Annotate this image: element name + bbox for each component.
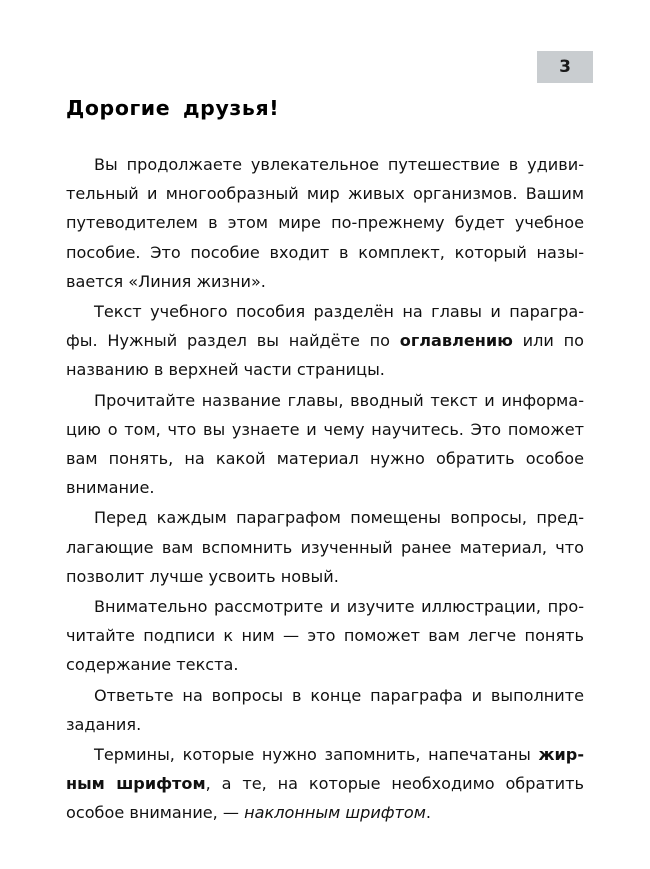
page-number-badge bbox=[537, 51, 593, 83]
paragraph-7-text-end: . bbox=[425, 803, 432, 823]
paragraph-5-text: Внимательно рассмотрите и изучите иллюстрации, прочитайте подписи к ним — это поможет вам легче понять содержание текста. bbox=[66, 597, 584, 675]
paragraph-6 bbox=[66, 681, 584, 739]
paragraph-4-text: Перед каждым параграфом помещены вопросы, предлагающие вам вспомнить изученный ранее материал, что позволит лучше усвоить новый. bbox=[66, 508, 584, 586]
page-content bbox=[66, 96, 584, 828]
paragraph-7-text-before: Термины, которые нужно запомнить, напечатаны bbox=[94, 745, 539, 765]
paragraph-2-bold-term: оглавлению bbox=[399, 331, 513, 351]
paragraph-2-text-after: или по названию в верхней части страницы. bbox=[66, 331, 584, 380]
paragraph-7 bbox=[66, 740, 584, 828]
paragraph-7-text-middle: , а те, на которые необходимо обратить особое внимание, — bbox=[66, 774, 585, 823]
paragraph-7-italic-term: наклонным шрифтом bbox=[244, 803, 426, 823]
paragraph-1-text: Вы продолжаете увлекательное путешествие в удивительный и многообразный мир живых организмов. Вашим путеводителем в этом мире по-прежнему будет учебное пособие. Это пособие входит в комплект, который называется «Линия жизни». bbox=[66, 155, 584, 291]
paragraph-2-text-before: Текст учебного пособия разделён на главы и параграфы. Нужный раздел вы найдёте по bbox=[66, 302, 584, 351]
paragraph-3-text: Прочитайте название главы, вводный текст и информацию о том, что вы узнаете и чему научитесь. Это поможет вам понять, на какой материал нужно обратить особое внимание. bbox=[66, 390, 584, 498]
paragraph-2 bbox=[66, 297, 584, 385]
paragraph-7-bold-term: жирным шрифтом bbox=[66, 745, 584, 794]
paragraph-1 bbox=[66, 150, 584, 296]
paragraph-6-text: Ответьте на вопросы в конце параграфа и выполните задания. bbox=[66, 685, 584, 734]
paragraph-4 bbox=[66, 503, 584, 591]
paragraph-3 bbox=[66, 386, 584, 503]
page-number: 3 bbox=[559, 57, 571, 77]
page-title: Дорогие друзья! bbox=[66, 96, 280, 120]
paragraph-5 bbox=[66, 592, 584, 680]
